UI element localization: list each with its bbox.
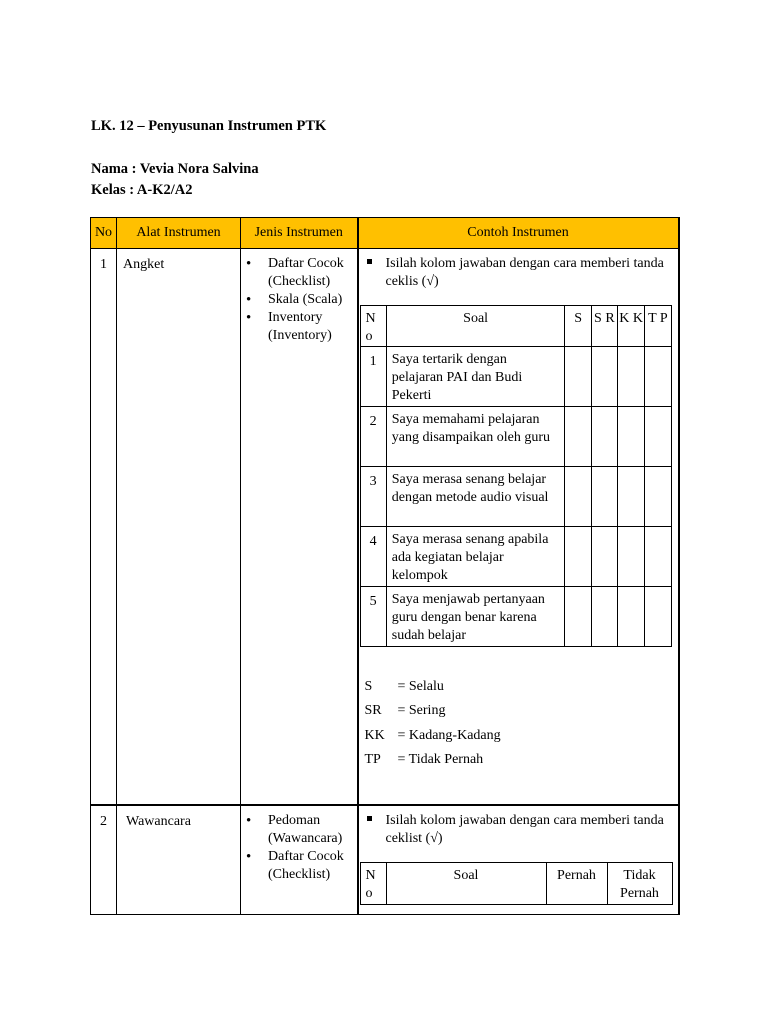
table-row [360,527,671,587]
table-row [360,306,671,347]
col-sr: S R [591,306,617,347]
instruction-text: Isilah kolom jawaban dengan cara memberi tanda ceklis (√) [385,256,664,289]
answer-cell[interactable] [591,407,617,467]
header-no: No [91,218,117,249]
interview-table [360,862,673,905]
legend-desc: = Kadang-Kadang [397,727,501,743]
header-contoh: Contoh Instrumen [358,218,679,249]
table-row [360,347,671,407]
answer-cell[interactable] [645,587,671,647]
legend-desc: = Selalu [397,679,444,694]
question-no: 1 [360,347,386,407]
question-no: 4 [360,527,386,587]
jenis-instrumen [241,249,358,805]
contoh-instrumen [358,805,679,915]
alat-instrumen: Wawancara [117,805,241,915]
instruction [359,249,678,291]
col-soal: Soal [386,862,546,904]
answer-cell[interactable] [617,527,644,587]
answer-cell[interactable] [565,407,591,467]
table-row [360,587,671,647]
instruction [359,806,678,848]
answer-cell[interactable] [617,587,644,647]
legend-item [365,699,678,723]
col-no: N o [360,306,386,347]
row-number: 2 [91,805,117,915]
header-alat: Alat Instrumen [117,218,241,249]
answer-cell[interactable] [565,587,591,647]
list-item: • Daftar Cocok (Checklist) [268,255,357,291]
instrument-table [90,217,680,915]
square-bullet-icon [367,816,372,821]
legend-abbr: SR [364,703,382,719]
col-no: N o [360,862,386,904]
answer-cell[interactable] [617,407,644,467]
col-s: S [565,306,591,347]
col-kk: K K [617,306,644,347]
document-title: LK. 12 – Penyusunan Instrumen PTK [91,118,327,134]
table-row [360,407,671,467]
list-item: • Daftar Cocok(Checklist) [268,848,357,884]
legend-abbr: TP [364,751,381,767]
question-text: Saya merasa senang apabila ada kegiatan belajar kelompok [386,527,565,587]
answer-cell[interactable] [617,467,644,527]
legend-abbr: S [364,679,373,694]
answer-cell[interactable] [565,467,591,527]
table-header-row [91,218,679,249]
alat-instrumen: Angket [117,249,241,805]
question-text: Saya tertarik dengan pelajaran PAI dan Budi Pekerti [386,347,565,407]
question-no: 3 [360,467,386,527]
jenis-instrumen [241,805,358,915]
answer-cell[interactable] [617,347,644,407]
answer-cell[interactable] [645,407,671,467]
answer-cell[interactable] [645,467,671,527]
square-bullet-icon [367,259,372,264]
student-class: Kelas : A-K2/A2 [91,182,193,198]
contoh-instrumen [358,249,679,805]
table-row [91,249,679,805]
question-text: Saya menjawab pertanyaan guru dengan benar karena sudah belajar [386,587,565,647]
col-tidak-pernah: Tidak Pernah [607,862,672,904]
legend-desc: = Tidak Pernah [397,751,484,767]
answer-cell[interactable] [591,467,617,527]
question-no: 2 [360,407,386,467]
instruction-text: Isilah kolom jawaban dengan cara memberi tanda ceklist (√) [385,812,664,846]
question-text: Saya merasa senang belajar dengan metode audio visual [386,467,565,527]
answer-cell[interactable] [591,527,617,587]
legend-item [365,724,678,748]
answer-cell[interactable] [565,347,591,407]
question-no: 5 [360,587,386,647]
answer-cell[interactable] [645,347,671,407]
table-row [91,805,679,915]
answer-cell[interactable] [591,587,617,647]
questionnaire-table [360,305,672,647]
table-row [360,862,672,904]
header-jenis: Jenis Instrumen [241,218,358,249]
legend-item [365,748,678,772]
legend [365,675,678,772]
col-tp: T P [645,306,671,347]
list-item: • Pedoman (Wawancara) [268,812,357,848]
answer-cell[interactable] [645,527,671,587]
legend-abbr: KK [364,727,385,743]
table-row [360,467,671,527]
col-soal: Soal [386,306,565,347]
question-text: Saya memahami pelajaran yang disampaikan oleh guru [386,407,565,467]
legend-item [365,675,678,699]
answer-cell[interactable] [591,347,617,407]
legend-desc: = Sering [397,703,446,719]
student-name: Nama : Vevia Nora Salvina [91,161,259,177]
list-item: • Inventory (Inventory) [268,309,357,345]
row-number: 1 [91,249,117,805]
list-item: • Skala (Scala) [268,291,357,309]
col-pernah: Pernah [546,862,607,904]
answer-cell[interactable] [565,527,591,587]
